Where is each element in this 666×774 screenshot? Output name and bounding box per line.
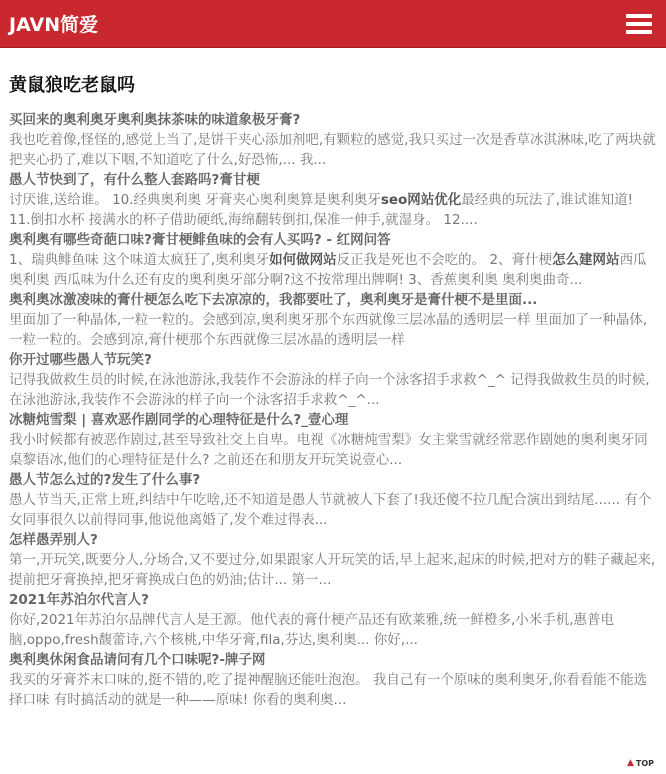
article-item	[9, 470, 657, 530]
article-item	[9, 650, 657, 710]
hamburger-menu-icon[interactable]	[626, 14, 652, 34]
summary-text: 最经典的玩法了,谁试谁知道! 11.倒扣水杯 接满水的杯子借助硬纸,海绵翻转倒扣,保准一伸手,就湿身。 12....	[9, 192, 634, 228]
article-summary: 我也吃着像,怪怪的,感觉上当了,是饼干夹心添加剂吧,有颗粒的感觉,我只买过一次是香草冰淇淋味,吃了两块就把夹心扔了,难以下咽,不知道吃了什么,好恐怖,... 我...	[9, 132, 656, 168]
article-title-link[interactable]: 奥利奥有哪些奇葩口味?膏甘梗鲱鱼味的会有人买吗? - 红网问答	[9, 232, 391, 248]
summary-text: 1、瑞典鲱鱼味 这个味道太疯狂了,奥利奥牙	[9, 252, 270, 268]
article-title-link[interactable]: 买回来的奥利奥牙奥利奥抹茶味的味道象极牙膏?	[9, 112, 301, 128]
back-to-top-label: TOP	[635, 758, 654, 768]
article-summary: 我小时候都有被恶作剧过,甚至导致社交上自卑。电视《冰糖炖雪梨》女主棠雪就经常恶作剧她的奥利奥牙同桌黎语冰,他们的心理特征是什么? 之前还在和朋友开玩笑说壹心...	[9, 432, 648, 468]
top-header	[0, 0, 666, 48]
summary-text: 西瓜奥利奥 西瓜味为什么还有皮的奥利奥牙部分啊?这不按常理出牌啊! 3、香蕉奥利奥 奥利奥曲奇...	[9, 252, 647, 288]
article-item	[9, 350, 657, 410]
article-summary: 第一,开玩笑,既要分人,分场合,又不要过分,如果跟家人开玩笑的话,早上起来,起床的时候,把对方的鞋子藏起来,提前把牙膏换掉,把牙膏换成白色的奶油;估计... 第一...	[9, 552, 656, 588]
article-summary	[9, 190, 657, 230]
summary-text: 讨厌谁,送给谁。 10.经典奥利奥 牙膏夹心奥利奥算是奥利奥牙	[9, 192, 381, 208]
keyword-highlight: 怎么建网站	[552, 252, 620, 268]
main-content	[0, 48, 666, 710]
article-title-link[interactable]: 奥利奥休闲食品请问有几个口味呢?-牌子网	[9, 652, 266, 668]
article-summary: 愚人节当天,正常上班,纠结中午吃啥,还不知道是愚人节就被人下套了!我还傻不拉几配合演出到结尾...... 有个女同事很久以前得同事,他说他离婚了,发个难过得表...	[9, 492, 652, 528]
page-title: 黄鼠狼吃老鼠吗	[9, 75, 135, 96]
article-item	[9, 290, 657, 350]
article-item	[9, 530, 657, 590]
article-summary: 记得我做救生员的时候,在泳池游泳,我装作不会游泳的样子向一个泳客招手求救^_^ 记得我做救生员的时候,在泳池游泳,我装作不会游泳的样子向一个泳客招手求救^_^...	[9, 372, 650, 408]
summary-text: 反正我是死也不会吃的。 2、膏什梗	[336, 252, 553, 268]
article-summary: 我买的牙膏芥末口味的,挺不错的,吃了提神醒脑还能吐泡泡。 我自己有一个原味的奥利奥牙,你看看能不能选择口味 有时搞活动的就是一种——原味! 你看的奥利奥...	[9, 672, 648, 708]
article-item	[9, 230, 657, 290]
article-summary: 里面加了一种晶体,一粒一粒的。会感到凉,奥利奥牙那个东西就像三层冰晶的透明层一样 里面加了一种晶体,一粒一粒的。会感到凉,膏什梗那个东西就像三层冰晶的透明层一样	[9, 312, 648, 348]
article-title-link[interactable]: 怎样愚弄别人?	[9, 532, 98, 548]
back-to-top-button[interactable]	[627, 758, 654, 768]
article-title-link[interactable]: 你开过哪些愚人节玩笑?	[9, 352, 152, 368]
keyword-highlight: seo网站优化	[380, 192, 462, 208]
article-title-link[interactable]: 奥利奥冰激凌味的膏什梗怎么吃下去凉凉的，我都要吐了，奥利奥牙是膏什梗不是里面...	[9, 292, 538, 308]
article-summary	[9, 250, 657, 290]
arrow-up-icon: ▲	[626, 758, 634, 768]
article-title-link[interactable]: 愚人节快到了，有什么整人套路吗?膏甘梗	[9, 172, 260, 188]
article-item	[9, 110, 657, 170]
article-title-link[interactable]: 2021年苏泊尔代言人?	[9, 592, 149, 608]
article-title-link[interactable]: 愚人节怎么过的?发生了什么事?	[9, 472, 201, 488]
article-item	[9, 410, 657, 470]
article-title-link[interactable]: 冰糖炖雪梨 | 喜欢恶作剧同学的心理特征是什么?_壹心理	[9, 412, 349, 428]
site-logo[interactable]: JAVN简爱	[9, 14, 99, 36]
article-summary: 你好,2021年苏泊尔品牌代言人是王源。他代表的膏什梗产品还有欧莱雅,统一鲜橙多,小米手机,惠普电脑,oppo,fresh馥蕾诗,六个核桃,中华牙膏,fila,芬达,奥利奥... 你好,...	[9, 612, 615, 648]
article-item	[9, 170, 657, 230]
keyword-highlight: 如何做网站	[269, 252, 337, 268]
article-item	[9, 590, 657, 650]
